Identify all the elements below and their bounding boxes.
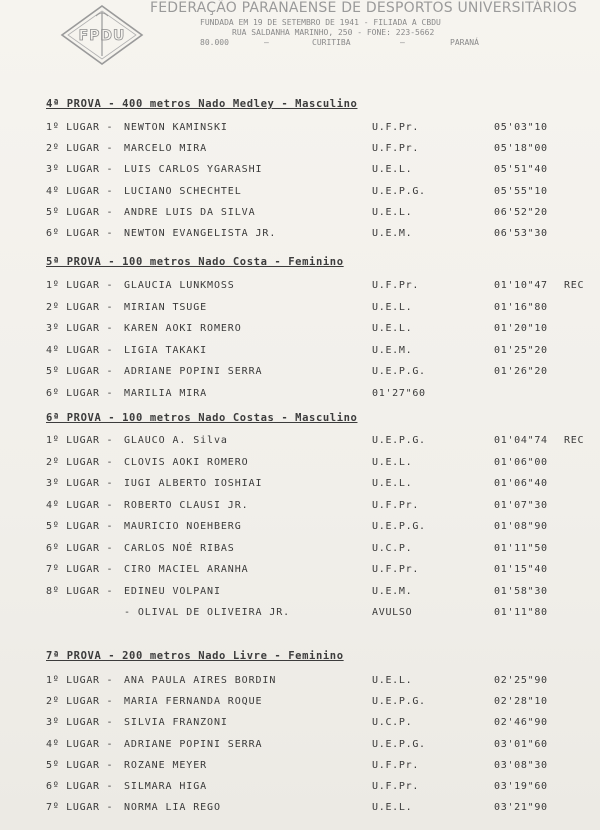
finish-time: 05'03"10 bbox=[494, 122, 548, 133]
finish-time: 06'52"20 bbox=[494, 206, 548, 218]
event-title: 4ª PROVA - 400 metros Nado Medley - Masculino bbox=[46, 98, 358, 110]
placing-label: 3º LUGAR - bbox=[46, 717, 114, 729]
placing-label: 4º LUGAR - bbox=[46, 738, 114, 750]
club-name: U.C.P. bbox=[372, 542, 413, 554]
placing-label: 3º LUGAR - bbox=[46, 478, 114, 489]
record-marker: REC bbox=[564, 435, 585, 446]
placing-label: 5º LUGAR - bbox=[46, 521, 114, 532]
athlete-name: MARILIA MIRA bbox=[124, 388, 208, 399]
result-row bbox=[46, 696, 596, 712]
result-row bbox=[46, 207, 596, 223]
city-dash-1: — bbox=[264, 38, 269, 47]
placing-label: 1º LUGAR - bbox=[46, 122, 114, 133]
athlete-name: CIRO MACIEL ARANHA bbox=[124, 564, 249, 575]
finish-time: 01'10"47 bbox=[494, 280, 548, 291]
result-row bbox=[46, 228, 596, 244]
athlete-name: SILMARA HIGA bbox=[124, 781, 208, 792]
fpdu-seal-icon bbox=[60, 4, 144, 66]
result-row bbox=[46, 388, 596, 404]
result-row bbox=[46, 500, 596, 516]
club-name: U.F.Pr. bbox=[372, 759, 420, 771]
club-name: U.E.L. bbox=[372, 164, 413, 176]
club-name: U.F.Pr. bbox=[372, 280, 420, 291]
result-row bbox=[46, 760, 596, 776]
finish-time: 02'46"90 bbox=[494, 717, 548, 729]
finish-time: 02'28"10 bbox=[494, 696, 548, 708]
club-name: U.E.L. bbox=[372, 323, 413, 335]
finish-time: 01'11"80 bbox=[494, 607, 548, 618]
athlete-name: LIGIA TAKAKI bbox=[124, 344, 208, 356]
placing-label: 4º LUGAR - bbox=[46, 344, 114, 356]
city-name: CURITIBA bbox=[312, 38, 351, 47]
athlete-name: SILVIA FRANZONI bbox=[124, 717, 228, 729]
club-name: U.F.Pr. bbox=[372, 122, 420, 133]
club-name: U.E.L. bbox=[372, 802, 413, 814]
finish-time: 01'58"30 bbox=[494, 585, 548, 597]
club-name: U.F.Pr. bbox=[372, 499, 420, 511]
athlete-name: MARCELO MIRA bbox=[124, 143, 208, 155]
finish-time: 01'07"30 bbox=[494, 499, 548, 511]
athlete-name: MAURICIO NOEHBERG bbox=[124, 521, 242, 532]
club-name: U.E.L. bbox=[372, 206, 413, 218]
finish-time: 01'11"50 bbox=[494, 542, 548, 554]
result-row bbox=[46, 323, 596, 339]
athlete-name: ANDRE LUIS DA SILVA bbox=[124, 206, 256, 218]
club-name: U.E.L. bbox=[372, 456, 413, 468]
result-row bbox=[46, 478, 596, 494]
athlete-name: ADRIANE POPINI SERRA bbox=[124, 738, 263, 750]
athlete-name: ROBERTO CLAUSI JR. bbox=[124, 499, 249, 511]
event-title: 7ª PROVA - 200 metros Nado Livre - Feminino bbox=[46, 650, 344, 662]
result-row bbox=[46, 186, 596, 202]
result-row bbox=[46, 586, 596, 602]
result-row bbox=[46, 164, 596, 180]
club-name: U.E.P.G. bbox=[372, 366, 426, 378]
athlete-name: NEWTON KAMINSKI bbox=[124, 122, 228, 133]
placing-label: 2º LUGAR - bbox=[46, 696, 114, 708]
club-name: U.E.M. bbox=[372, 228, 413, 239]
result-row bbox=[46, 143, 596, 159]
state-name: PARANÁ bbox=[450, 38, 479, 47]
placing-label: 7º LUGAR - bbox=[46, 564, 114, 575]
athlete-name: MARIA FERNANDA ROQUE bbox=[124, 696, 263, 708]
finish-time: 01'04"74 bbox=[494, 435, 548, 446]
result-row bbox=[46, 564, 596, 580]
athlete-name: NORMA LIA REGO bbox=[124, 802, 221, 814]
club-name: U.E.P.G. bbox=[372, 696, 426, 708]
athlete-name: CARLOS NOÉ RIBAS bbox=[124, 542, 235, 554]
finish-time: 01'20"10 bbox=[494, 323, 548, 335]
finish-time: 05'55"10 bbox=[494, 185, 548, 197]
result-row bbox=[46, 521, 596, 537]
result-row bbox=[46, 607, 596, 623]
placing-label: 3º LUGAR - bbox=[46, 164, 114, 176]
placing-label: 7º LUGAR - bbox=[46, 802, 114, 814]
result-row bbox=[46, 280, 596, 296]
logo-text: FPDU bbox=[78, 28, 126, 44]
club-name: 01'27"60 bbox=[372, 388, 426, 399]
club-name: U.E.L. bbox=[372, 478, 413, 489]
finish-time: 03'08"30 bbox=[494, 759, 548, 771]
result-row bbox=[46, 781, 596, 797]
city-dash-2: — bbox=[400, 38, 405, 47]
address-info: RUA SALDANHA MARINHO, 250 - FONE: 223-5662 bbox=[232, 28, 435, 37]
club-name: U.E.M. bbox=[372, 344, 413, 356]
placing-label: 6º LUGAR - bbox=[46, 781, 114, 792]
placing-label: 5º LUGAR - bbox=[46, 759, 114, 771]
finish-time: 03'21"90 bbox=[494, 802, 548, 814]
placing-label: 2º LUGAR - bbox=[46, 143, 114, 155]
club-name: U.E.P.G. bbox=[372, 435, 426, 446]
placing-label: 4º LUGAR - bbox=[46, 185, 114, 197]
finish-time: 01'15"40 bbox=[494, 564, 548, 575]
finish-time: 01'26"20 bbox=[494, 366, 548, 378]
club-name: U.E.M. bbox=[372, 585, 413, 597]
club-name: AVULSO bbox=[372, 607, 413, 618]
athlete-name: ADRIANE POPINI SERRA bbox=[124, 366, 263, 378]
result-row bbox=[46, 739, 596, 755]
club-name: U.F.Pr. bbox=[372, 781, 420, 792]
club-name: U.F.Pr. bbox=[372, 564, 420, 575]
result-row bbox=[46, 345, 596, 361]
athlete-name: CLOVIS AOKI ROMERO bbox=[124, 456, 249, 468]
placing-label: 6º LUGAR - bbox=[46, 388, 114, 399]
placing-label: 2º LUGAR - bbox=[46, 301, 114, 313]
athlete-name: GLAUCO A. Silva bbox=[124, 435, 228, 446]
result-row bbox=[46, 543, 596, 559]
result-row bbox=[46, 675, 596, 691]
event-title: 6ª PROVA - 100 metros Nado Costas - Masculino bbox=[46, 412, 358, 424]
federation-name: FEDERAÇÃO PARANAENSE DE DESPORTOS UNIVERSITÁRIOS bbox=[150, 0, 578, 16]
athlete-name: - OLIVAL DE OLIVEIRA JR. bbox=[124, 607, 291, 618]
athlete-name: KAREN AOKI ROMERO bbox=[124, 323, 242, 335]
finish-time: 01'08"90 bbox=[494, 521, 548, 532]
placing-label: 1º LUGAR - bbox=[46, 435, 114, 446]
result-row bbox=[46, 302, 596, 318]
athlete-name: GLAUCIA LUNKMOSS bbox=[124, 280, 235, 291]
result-row bbox=[46, 457, 596, 473]
placing-label: 6º LUGAR - bbox=[46, 228, 114, 239]
record-marker: REC bbox=[564, 280, 585, 291]
club-name: U.E.P.G. bbox=[372, 185, 426, 197]
athlete-name: IUGI ALBERTO IOSHIAI bbox=[124, 478, 263, 489]
placing-label: 5º LUGAR - bbox=[46, 206, 114, 218]
placing-label: 2º LUGAR - bbox=[46, 456, 114, 468]
athlete-name: ROZANE MEYER bbox=[124, 759, 208, 771]
result-row bbox=[46, 122, 596, 138]
placing-label: 1º LUGAR - bbox=[46, 675, 114, 686]
placing-label: 6º LUGAR - bbox=[46, 542, 114, 554]
placing-label: 4º LUGAR - bbox=[46, 499, 114, 511]
result-row bbox=[46, 435, 596, 451]
postal-code: 80.000 bbox=[200, 38, 229, 47]
placing-label: 1º LUGAR - bbox=[46, 280, 114, 291]
finish-time: 03'01"60 bbox=[494, 738, 548, 750]
placing-label: 3º LUGAR - bbox=[46, 323, 114, 335]
club-name: U.E.P.G. bbox=[372, 738, 426, 750]
finish-time: 05'51"40 bbox=[494, 164, 548, 176]
result-row bbox=[46, 717, 596, 733]
fpdu-logo bbox=[60, 4, 144, 66]
athlete-name: LUCIANO SCHECHTEL bbox=[124, 185, 242, 197]
club-name: U.F.Pr. bbox=[372, 143, 420, 155]
athlete-name: LUIS CARLOS YGARASHI bbox=[124, 164, 263, 176]
placing-label: 8º LUGAR - bbox=[46, 585, 114, 597]
finish-time: 01'25"20 bbox=[494, 344, 548, 356]
finish-time: 06'53"30 bbox=[494, 228, 548, 239]
club-name: U.E.L. bbox=[372, 301, 413, 313]
club-name: U.E.L. bbox=[372, 675, 413, 686]
athlete-name: EDINEU VOLPANI bbox=[124, 585, 221, 597]
placing-label: 5º LUGAR - bbox=[46, 366, 114, 378]
finish-time: 02'25"90 bbox=[494, 675, 548, 686]
club-name: U.C.P. bbox=[372, 717, 413, 729]
finish-time: 05'18"00 bbox=[494, 143, 548, 155]
founding-info: FUNDADA EM 19 DE SETEMBRO DE 1941 - FILIADA A CBDU bbox=[200, 18, 441, 27]
finish-time: 01'16"80 bbox=[494, 301, 548, 313]
athlete-name: ANA PAULA AIRES BORDIN bbox=[124, 675, 277, 686]
result-row bbox=[46, 802, 596, 818]
club-name: U.E.P.G. bbox=[372, 521, 426, 532]
event-title: 5ª PROVA - 100 metros Nado Costa - Feminino bbox=[46, 256, 344, 268]
finish-time: 01'06"00 bbox=[494, 456, 548, 468]
athlete-name: NEWTON EVANGELISTA JR. bbox=[124, 228, 277, 239]
athlete-name: MIRIAN TSUGE bbox=[124, 301, 208, 313]
finish-time: 01'06"40 bbox=[494, 478, 548, 489]
result-row bbox=[46, 366, 596, 382]
finish-time: 03'19"60 bbox=[494, 781, 548, 792]
